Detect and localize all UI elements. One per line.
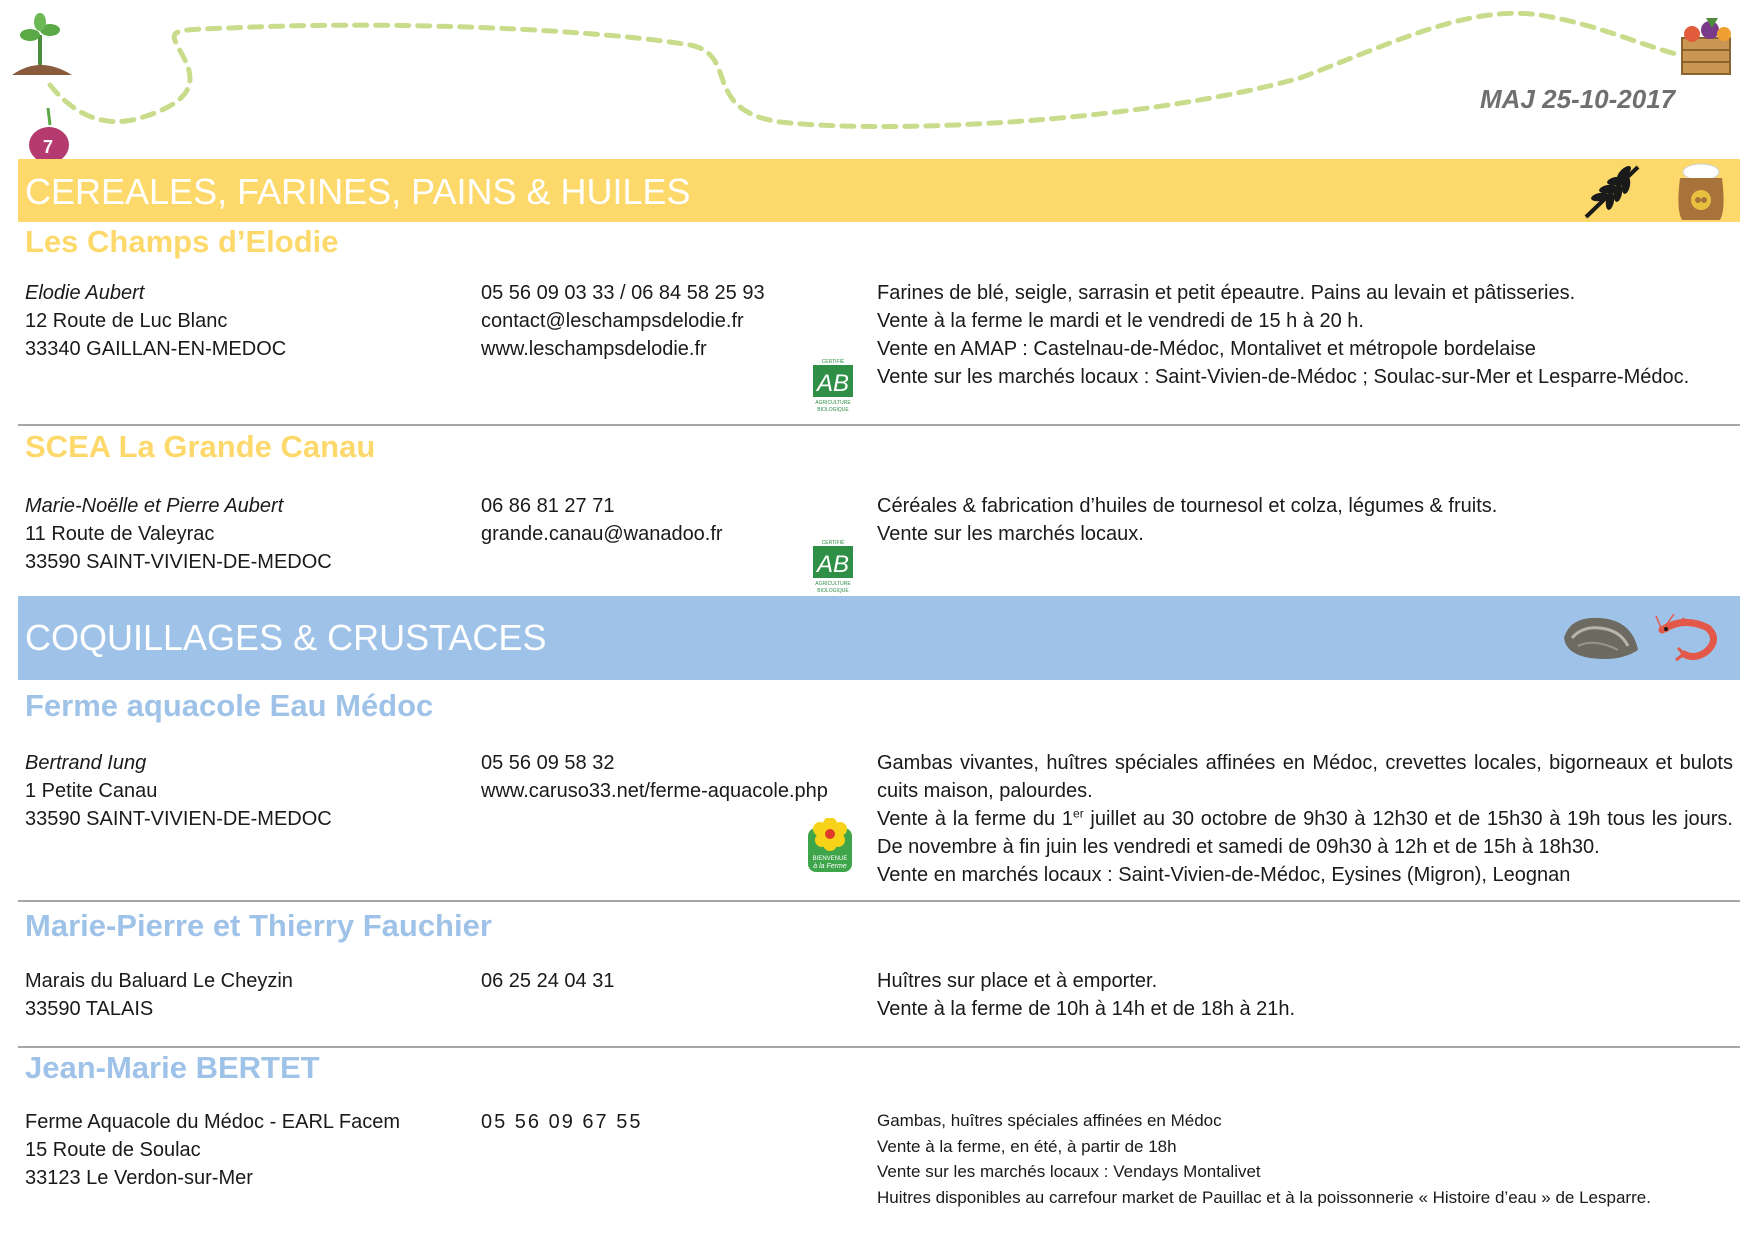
section-title: CEREALES, FARINES, PAINS & HUILES	[25, 171, 691, 212]
page-number: 7	[43, 137, 54, 157]
address-street: 1 Petite Canau	[25, 780, 158, 802]
address-street: Marais du Baluard Le Cheyzin	[25, 970, 293, 992]
address-street: 15 Route de Soulac	[25, 1139, 201, 1161]
svg-text:CERTIFIÉ: CERTIFIÉ	[821, 359, 845, 365]
producer-description	[877, 967, 1733, 1023]
address-street: 11 Route de Valeyrac	[25, 523, 215, 545]
address-city: 33590 TALAIS	[25, 998, 154, 1020]
address-street: 12 Route de Luc Blanc	[25, 310, 228, 332]
address-company: Ferme Aquacole du Médoc - EARL Facem	[25, 1111, 400, 1133]
description-paragraph: Gambas vivantes, huîtres spéciales affinées en Médoc, crevettes locales, bigorneaux et bulots cuits maison, palourdes.	[877, 752, 1733, 802]
section-title: COQUILLAGES & CRUSTACES	[25, 617, 547, 658]
entry-separator	[18, 1046, 1740, 1048]
producer-address	[25, 749, 455, 833]
producer-address	[25, 1108, 455, 1192]
svg-text:à la Ferme: à la Ferme	[813, 863, 847, 870]
description-line: Vente sur les marchés locaux : Saint-Vivien-de-Médoc ; Soulac-sur-Mer et Lesparre-Médoc.	[877, 366, 1690, 388]
entry-separator	[18, 424, 1740, 426]
update-date: MAJ 25-10-2017	[1480, 84, 1676, 114]
address-city: 33123 Le Verdon-sur-Mer	[25, 1167, 253, 1189]
address-city: 33590 SAINT-VIVIEN-DE-MEDOC	[25, 551, 332, 573]
email-link[interactable]: grande.canau@wanadoo.fr	[481, 523, 723, 545]
producer-name: Marie-Pierre et Thierry Fauchier	[25, 908, 492, 943]
onion-icon	[29, 108, 69, 160]
vegetable-crate-icon	[1682, 18, 1731, 74]
phone: 06 25 24 04 31	[481, 970, 615, 992]
oyster-icon	[1560, 610, 1642, 664]
svg-text:BIOLOGIQUE: BIOLOGIQUE	[817, 588, 849, 594]
email-link[interactable]: contact@leschampsdelodie.fr	[481, 310, 744, 332]
svg-text:AB: AB	[816, 370, 850, 397]
producer-contact	[481, 1108, 881, 1136]
producer-address	[25, 279, 455, 363]
description-line: Vente à la ferme le mardi et le vendredi de 15 h à 20 h.	[877, 310, 1364, 332]
producer-address	[25, 492, 455, 576]
bienvenue-a-la-ferme-logo	[806, 818, 854, 874]
svg-text:AGRICULTURE: AGRICULTURE	[815, 400, 851, 406]
description-paragraph: Vente à la ferme du 1er juillet au 30 octobre de 9h30 à 12h30 et de 15h30 à 19h tous les jours. De novembre à fin juin les vendredi et samedi de 09h30 à 12h et de 15h à 18h30.	[877, 806, 1733, 858]
svg-text:AGRICULTURE: AGRICULTURE	[815, 581, 851, 587]
section-band-shellfish	[18, 596, 1740, 680]
contact-person: Marie-Noëlle et Pierre Aubert	[25, 495, 284, 517]
flour-sack-icon	[1672, 160, 1730, 222]
producer-name: SCEA La Grande Canau	[25, 429, 376, 464]
description-line: Céréales & fabrication d’huiles de tournesol et colza, légumes & fruits.	[877, 495, 1498, 517]
sprout-soil-icon	[12, 13, 72, 75]
entry-separator	[18, 900, 1740, 902]
producer-description	[877, 492, 1733, 548]
description-line: Vente à la ferme de 10h à 14h et de 18h à 21h.	[877, 998, 1296, 1020]
description-line: Huitres disponibles au carrefour market de Pauillac et à la poissonnerie « Histoire d’eau » de Lesparre.	[877, 1187, 1651, 1207]
producer-contact	[481, 279, 881, 363]
svg-text:BIOLOGIQUE: BIOLOGIQUE	[817, 407, 849, 413]
phone: 05 56 09 03 33 / 06 84 58 25 93	[481, 282, 765, 304]
description-line: Farines de blé, seigle, sarrasin et petit épeautre. Pains au levain et pâtisseries.	[877, 282, 1576, 304]
producer-description	[877, 749, 1733, 889]
description-line: Vente en AMAP : Castelnau-de-Médoc, Montalivet et métropole bordelaise	[877, 338, 1536, 360]
producer-name: Ferme aquacole Eau Médoc	[25, 688, 434, 723]
ab-organic-logo	[812, 538, 854, 594]
contact-person: Bertrand Iung	[25, 752, 147, 774]
description-line: Vente à la ferme, en été, à partir de 18h	[877, 1136, 1177, 1156]
producer-description	[877, 1108, 1733, 1210]
website-link[interactable]: www.caruso33.net/ferme-aquacole.php	[481, 780, 828, 802]
svg-text:AB: AB	[816, 551, 850, 578]
description-paragraph: Vente en marchés locaux : Saint-Vivien-de-Médoc, Eysines (Migron), Leognan	[877, 864, 1571, 886]
producer-name: Jean-Marie BERTET	[25, 1050, 320, 1085]
producer-name: Les Champs d’Elodie	[25, 224, 339, 259]
contact-person: Elodie Aubert	[25, 282, 145, 304]
dotted-path-decoration	[50, 13, 1680, 126]
address-city: 33340 GAILLAN-EN-MEDOC	[25, 338, 287, 360]
phone: 06 86 81 27 71	[481, 495, 615, 517]
header-decoration	[0, 0, 1754, 160]
ab-organic-logo	[812, 357, 854, 413]
producer-contact	[481, 749, 881, 805]
phone: 05 56 09 67 55	[481, 1111, 643, 1133]
section-band-cereals	[18, 159, 1740, 222]
shrimp-icon	[1654, 612, 1720, 664]
description-line: Vente sur les marchés locaux.	[877, 523, 1144, 545]
description-line: Gambas, huîtres spéciales affinées en Médoc	[877, 1111, 1222, 1130]
wheat-icon	[1580, 161, 1646, 221]
svg-text:BIENVENUE: BIENVENUE	[812, 856, 848, 862]
description-line: Vente sur les marchés locaux : Vendays Montalivet	[877, 1162, 1261, 1181]
address-city: 33590 SAINT-VIVIEN-DE-MEDOC	[25, 808, 332, 830]
svg-text:CERTIFIÉ: CERTIFIÉ	[821, 540, 845, 546]
producer-description	[877, 279, 1733, 391]
phone: 05 56 09 58 32	[481, 752, 615, 774]
producer-contact	[481, 967, 881, 995]
description-line: Huîtres sur place et à emporter.	[877, 970, 1158, 992]
website-link[interactable]: www.leschampsdelodie.fr	[481, 338, 707, 360]
producer-address	[25, 967, 455, 1023]
